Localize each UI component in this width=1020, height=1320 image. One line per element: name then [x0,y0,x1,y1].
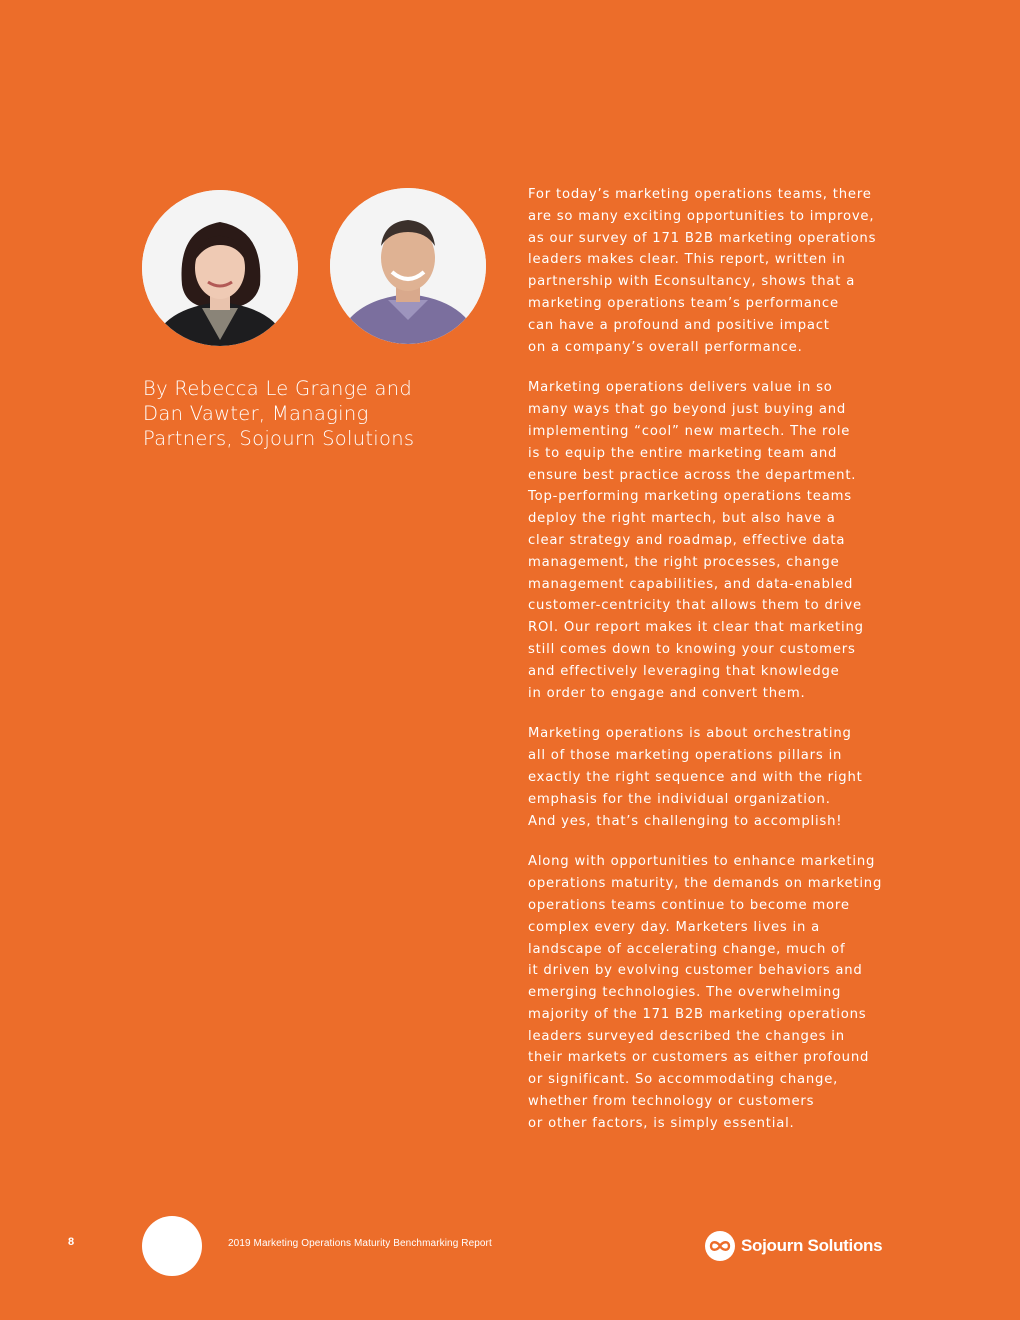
author-byline [143,376,463,451]
author-byline-text: By Rebecca Le Grange and Dan Vawter, Managing Partners, Sojourn Solutions [143,377,415,450]
footer-decorative-circle [142,1216,202,1276]
body-paragraph-1: For today’s marketing operations teams, there are so many exciting opportunities to improve, as our survey of 171 B2B marketing operations leaders makes clear. This report, written in partnership with Econsultancy, shows that a marketing operations team’s performance can have a profound and positive impact on a company’s overall performance. [528,187,877,355]
author-photo-rebecca [142,190,298,346]
body-paragraph-4: Along with opportunities to enhance marketing operations maturity, the demands on marketing operations teams continue to become more complex every day. Marketers lives in a landscape of accelerating change, much of it driven by evolving customer behaviors and emerging technologies. The overwhelming majority of the 171 B2B marketing operations leaders surveyed described the changes in their markets or customers as either profound or significant. So accommodating change, whether from technology or customers or other factors, is simply essential. [528,854,883,1131]
person-portrait-icon [330,188,486,344]
footer-report-title: 2019 Marketing Operations Maturity Benchmarking Report [228,1238,492,1249]
body-paragraph-3: Marketing operations is about orchestrating all of those marketing operations pillars in exactly the right sequence and with the right emphasis for the individual organization. And yes, that’s challenging to accomplish! [528,726,863,829]
author-photo-dan [330,188,486,344]
body-text-column [528,184,898,1154]
sojourn-logo [705,1230,882,1262]
logo-text: Sojourn Solutions [741,1236,883,1255]
body-paragraph-2: Marketing operations delivers value in so many ways that go beyond just buying and implementing “cool” new martech. The role is to equip the entire marketing team and ensure best practice across the department. Top-performing marketing operations teams deploy the right martech, but also have a clear strategy and roadmap, effective data management, the right processes, change management capabilities, and data-enabled customer-centricity that allows them to drive ROI. Our report makes it clear that marketing still comes down to knowing your customers and effectively leveraging that knowledge in order to engage and convert them. [528,380,864,701]
page-number: 8 [68,1236,75,1248]
infinity-logo-icon [705,1231,735,1261]
person-portrait-icon [142,190,298,346]
